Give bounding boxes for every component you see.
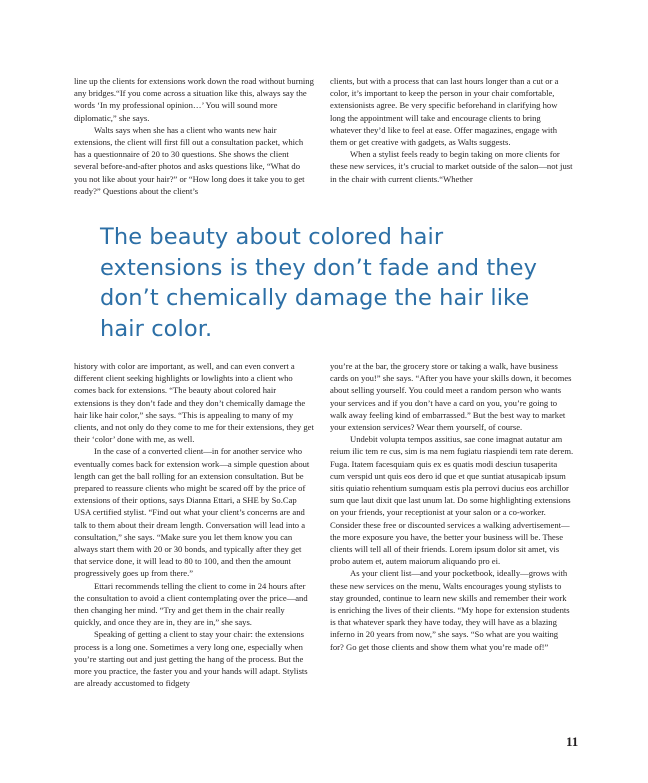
page-number: 11 xyxy=(566,734,579,749)
paragraph: line up the clients for extensions work down the road without burning any bridges.“If you come across a situation like this, always say the words ‘In my professional opinion…’ You will sound more diplomatic,” she says. xyxy=(74,76,314,123)
article-column-top-right xyxy=(330,75,574,185)
paragraph: Undebit volupta tempos assitius, sae cone imagnat autatur am reium ilic tem re cus, sim is ma nem fugiatu riaspiendi tem rate derem. Fuga. Itatem facesquiam quis ex es quatis modi desciun tusaperita cum verspid unt quis eos dero id que et que suntiat atusapicab ipsum sitis quiatio rehentium sumquam estis pla perrovi ducius eos archillor sum que laut dixit que last unum lat. Do some highlighting extensions on your friends, your receptionist at your salon or a co-worker. Consider these free or discounted services a walking advertisement—the more exposure you have, the better your business will be. These clients will tell all of their friends. Lorem ipsum dolor sit amet, vis probo autem et, autem maiorum aliquando pro ei. xyxy=(330,434,574,567)
paragraph: Ettari recommends telling the client to come in 24 hours after the consultation to avoid a client contemplating over the price—and then changing her mind. “Try and get them in the chair really quickly, and once they are in, they are in,” she says. xyxy=(74,580,308,628)
paragraph: clients, but with a process that can last hours longer than a cut or a color, it’s important to keep the person in your chair comfortable, extensionists agree. Be very specific beforehand in clarifying how long the appointment will take and encourage clients to bring whatever they’d like to feel at ease. Offer magazines, engage with them or get creative with gadgets, as Walts suggests. xyxy=(330,76,559,148)
paragraph: history with color are important, as well, and can even convert a different client seeking highlights or lowlights into a client who comes back for extensions. “The beauty about colored hair extensions is they don’t fade and they don’t chemically damage the hair like hair color,” she says. “This is appealing to many of my clients, and not only do they come to me for their extensions, they get their ‘color’ done with me, as well. xyxy=(74,361,314,445)
paragraph: In the case of a converted client—in for another service who eventually comes back for extension work—a simple question about length can get the ball rolling for an extension consultation. But be prepared to reassure clients who might be scared off by the price of extensions of their options, says Dianna Ettari, a SHE by So.Cap USA certified stylist. “Find out what your client’s concerns are and talk to them about their dream length. Conversation will lead into a consultation,” she says. “Make sure you let them know you can always start them with 20 or 30 bonds, and typically after they get that service done, it will lead to 80 to 100, and then the amount progressively goes up from there.” xyxy=(74,446,310,579)
article-column-bottom-left xyxy=(74,360,314,689)
paragraph: Walts says when she has a client who wants new hair extensions, the client will first fill out a consultation packet, which has a questionnaire of 20 to 30 questions. She shows the client several before-and-after photos and asks questions like, “What do you not like about your hair?” or “How long does it take you to get ready?” Questions about the client’s xyxy=(74,124,305,196)
paragraph: Speaking of getting a client to stay your chair: the extensions process is a long one. Sometimes a very long one, especially when you’re starting out and just getting the hang of the process. But the more you practice, the faster you and your hands will adapt. Stylists are already accustomed to fidgety xyxy=(74,629,308,689)
paragraph: you’re at the bar, the grocery store or taking a walk, have business cards on you!” she says. “After you have your skills down, it becomes about selling yourself. You could meet a random person who wants your services and if you don’t have a card on you, you’re going to walk away feeling kind of embarrassed.” But the best way to market your extension services? Wear them yourself, of course. xyxy=(330,361,572,433)
article-column-bottom-right xyxy=(330,360,574,653)
paragraph: When a stylist feels ready to begin taking on more clients for these new services, it’s crucial to market outside of the salon—not just in the chair with current clients.“Whether xyxy=(330,149,573,184)
paragraph: As your client list—and your pocketbook, ideally—grows with these new services on the menu, Walts encourages young stylists to stay grounded, continue to learn new skills and remember their work is enriching the lives of their clients. “My hope for extension students is that whatever spark they have today, they will have as a blazing inferno in 20 years from now,” she says. “So what are you waiting for? Go get those clients and show them what you’re made of!” xyxy=(330,568,570,652)
pull-quote: The beauty about colored hair extensions is they don’t fade and they don’t chemically damage the hair like hair color. xyxy=(100,224,538,342)
article-column-top-left xyxy=(74,75,314,197)
